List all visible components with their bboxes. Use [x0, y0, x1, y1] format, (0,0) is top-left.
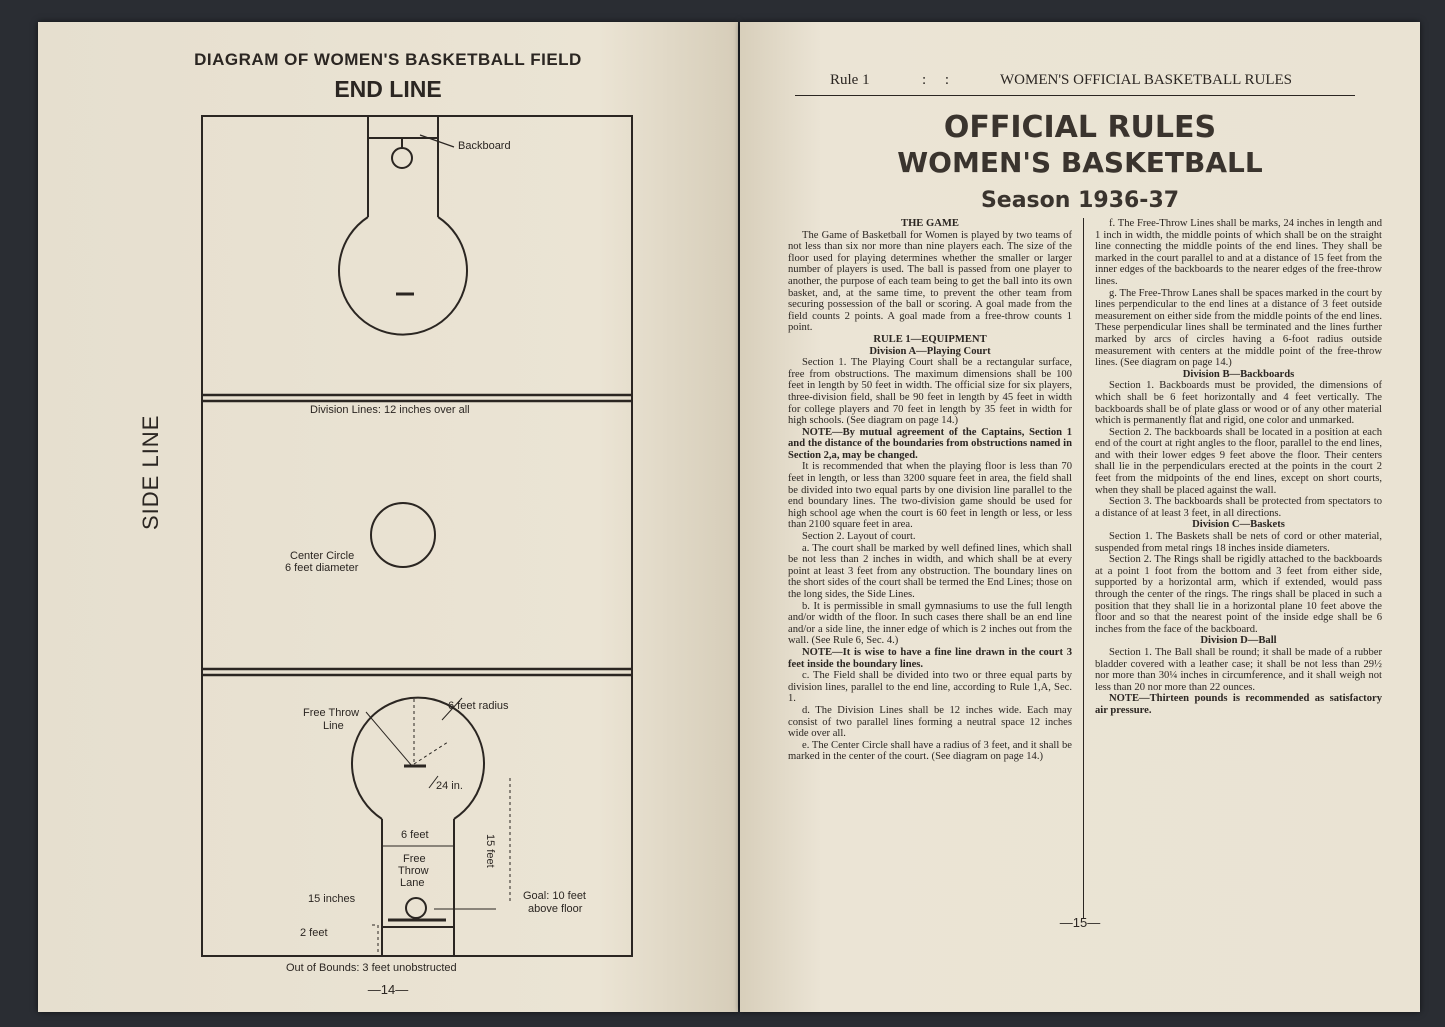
header-rule: Rule 1 — [830, 72, 870, 88]
page-number-left: —14— — [367, 982, 409, 997]
backboard-label: Backboard — [458, 140, 511, 152]
paragraph: b. It is permissible in small gymnasiums to use the full length and/or width of the floor. In such cases there shall be an end line and/or a side line, the inner edge of which is 2 inches out from the wall. (See Rule 6, Sec. 4.) — [788, 600, 1072, 647]
fifteen-inches-label: 15 inches — [308, 893, 356, 905]
paragraph: It is recommended that when the playing floor is less than 70 feet in length, or less than 3200 square feet in area, the field shall be divided into two equal parts by one division line parallel to the end boundary lines. The two-division game should be used for high school age when the court is 60 feet in length or less, or less than 2100 square feet in area. — [788, 461, 1072, 531]
paragraph: Section 2. The Rings shall be rigidly attached to the backboards at a point 1 foot from the bottom and 3 feet from either side, supported by a horizontal arm, which if extended, would pass through the center of the rings. The rings shall be placed in such a position that they shall lie in a horizontal plane 10 feet above the floor and so that the nearest point of the inside edge shall be 6 inches from the face of the backboard. — [1095, 554, 1382, 635]
right-page — [740, 22, 1420, 1012]
paragraph: Section 2. Layout of court. — [802, 531, 916, 543]
section-heading: Division B—Backboards — [1182, 368, 1295, 380]
section-heading: Division C—Baskets — [1192, 519, 1285, 531]
line-label: Line — [323, 720, 344, 732]
paragraph: g. The Free-Throw Lanes shall be spaces marked in the court by lines perpendicular to the end lines at a distance of 3 feet outside measurement on either side from the middle points of the end lines. These perpendicular lines shall be terminated and the lines further marked by arcs of circles having a 6-foot radius outside measurement with centers at the middle point of the free-throw lines. (See diagram on page 14.) — [1095, 287, 1382, 369]
division-lines-label: Division Lines: 12 inches over all — [310, 404, 470, 416]
text-column-right — [1095, 218, 1382, 958]
header-separator: : : — [922, 72, 950, 88]
paragraph: Section 3. The backboards shall be protected from spectators to a distance of at least 3 feet, in all directions. — [1095, 496, 1382, 519]
top-free-throw-circle — [339, 217, 467, 335]
bottom-free-throw-circle — [352, 698, 484, 819]
twenty-four-in-label: 24 in. — [436, 780, 463, 792]
column-divider — [1083, 218, 1084, 918]
season-label: Season 1936-37 — [980, 188, 1180, 213]
paragraph: d. The Division Lines shall be 12 inches wide. Each may consist of two parallel lines forming a neutral space 12 inches wide over all. — [788, 704, 1072, 740]
court-diagram — [38, 22, 738, 1012]
out-of-bounds-label: Out of Bounds: 3 feet unobstructed — [286, 962, 457, 974]
paragraph: Section 1. The Baskets shall be nets of cord or other material, suspended from metal rings 18 inches inside diameters. — [1095, 531, 1382, 554]
header-title: WOMEN'S OFFICIAL BASKETBALL RULES — [1000, 72, 1293, 88]
six-feet-radius-label: 6 feet radius — [448, 700, 509, 712]
bottom-ring — [406, 898, 426, 918]
center-circle — [371, 503, 435, 567]
paragraph: NOTE—It is wise to have a fine line drawn in the court 3 feet inside the boundary lines. — [788, 646, 1072, 670]
above-floor-label: above floor — [528, 903, 583, 915]
lane-label: Lane — [400, 877, 425, 889]
end-line-label: END LINE — [334, 76, 442, 102]
paragraph: e. The Center Circle shall have a radius of 3 feet, and it shall be marked in the center of the court. (See diagram on page 14.) — [788, 739, 1072, 763]
paragraph: a. The court shall be marked by well defined lines, which shall be not less than 2 inches in width, and which shall be at every point at least 3 feet from any obstruction. The boundary lines on the short sides of the court shall be termed the End Lines; those on the long sides, the Side Lines. — [788, 542, 1072, 600]
page-number-right: —15— — [1059, 915, 1101, 930]
fifteen-feet-label: 15 feet — [484, 834, 496, 868]
top-backboard-box — [368, 116, 438, 138]
title-official-rules: OFFICIAL RULES — [943, 110, 1217, 145]
paragraph: Section 1. The Playing Court shall be a rectangular surface, free from obstructions. The maximum dimensions shall be 100 feet in length by 50 feet in width. The official size for six players, three-division field, shall be 90 feet in length by 45 feet in width for college players and 70 feet in length by 35 feet in width for high schools. (See diagram on page 14.) — [788, 357, 1072, 427]
section-heading: Division D—Ball — [1200, 635, 1277, 647]
bottom-backboard-box — [382, 927, 454, 956]
two-feet-label: 2 feet — [300, 927, 328, 939]
section-heading: RULE 1—EQUIPMENT — [873, 333, 987, 345]
free-label: Free — [403, 853, 426, 865]
left-page — [38, 22, 738, 1012]
paragraph: c. The Field shall be divided into two or three equal parts by division lines, parallel to the end line, according to Rule 1,A, Sec. 1. — [788, 670, 1072, 705]
paragraph: NOTE—By mutual agreement of the Captains, Section 1 and the distance of the boundaries from obstructions named in Section 2,a, may be changed. — [788, 426, 1072, 461]
paragraph: NOTE—Thirteen pounds is recommended as satisfactory air pressure. — [1095, 693, 1382, 716]
text-column-left — [788, 218, 1072, 958]
paragraph: f. The Free-Throw Lines shall be marks, 24 inches in length and 1 inch in width, the middle points of which shall be on the straight line connecting the middle points of the end lines. They shall be marked in the court parallel to and at a distance of 15 feet from the inner edges of the backboards to the nearer edges of the free-throw lines. — [1095, 218, 1382, 287]
center-circle-label: Center Circle — [290, 550, 355, 562]
throw-label: Throw — [398, 865, 429, 877]
paragraph: Section 1. The Ball shall be round; it shall be made of a rubber bladder covered with a leather case; it shall be not less than 29½ nor more than 30¼ inches in circumference, and it shall weigh not less than 20 nor more than 22 ounces. — [1095, 646, 1382, 693]
top-ring — [392, 148, 412, 168]
free-throw-label: Free Throw — [303, 707, 360, 719]
center-circle-size-label: 6 feet diameter — [285, 562, 359, 574]
side-line-label: SIDE LINE — [138, 414, 163, 530]
paragraph: Section 1. Backboards must be provided, the dimensions of which shall be 6 feet horizontally and 4 feet vertically. The backboards shall be of plate glass or wood or of any other material which is permanently flat and rigid, one color and unmarked. — [1095, 380, 1382, 427]
header-rule-line — [795, 95, 1355, 96]
six-feet-label: 6 feet — [401, 829, 429, 841]
goal-label: Goal: 10 feet — [523, 890, 586, 902]
title-womens-basketball: WOMEN'S BASKETBALL — [897, 146, 1263, 179]
paragraph: The Game of Basketball for Women is played by two teams of not less than six nor more than nine players each. The size of the floor used for playing determines whether the smaller or larger number of players is used. The ball is passed from one player to another, the purpose of each team being to get the ball into its own basket, and, at the same time, to prevent the other team from securing possession of the ball or scoring. A goal made from the field counts 2 points. A goal made from a free-throw counts 1 point. — [788, 229, 1072, 334]
diagram-title: DIAGRAM OF WOMEN'S BASKETBALL FIELD — [194, 50, 582, 69]
paragraph: Section 2. The backboards shall be located in a position at each end of the court at right angles to the floor, parallel to the end lines, and with their lower edges 9 feet above the floor. Their centers shall lie in the perpendiculars erected at the points in the court 2 feet from the midpoints of the end lines, except on short courts, when they shall be placed against the wall. — [1095, 426, 1382, 496]
section-heading: THE GAME — [901, 218, 959, 229]
section-heading: Division A—Playing Court — [869, 345, 991, 357]
